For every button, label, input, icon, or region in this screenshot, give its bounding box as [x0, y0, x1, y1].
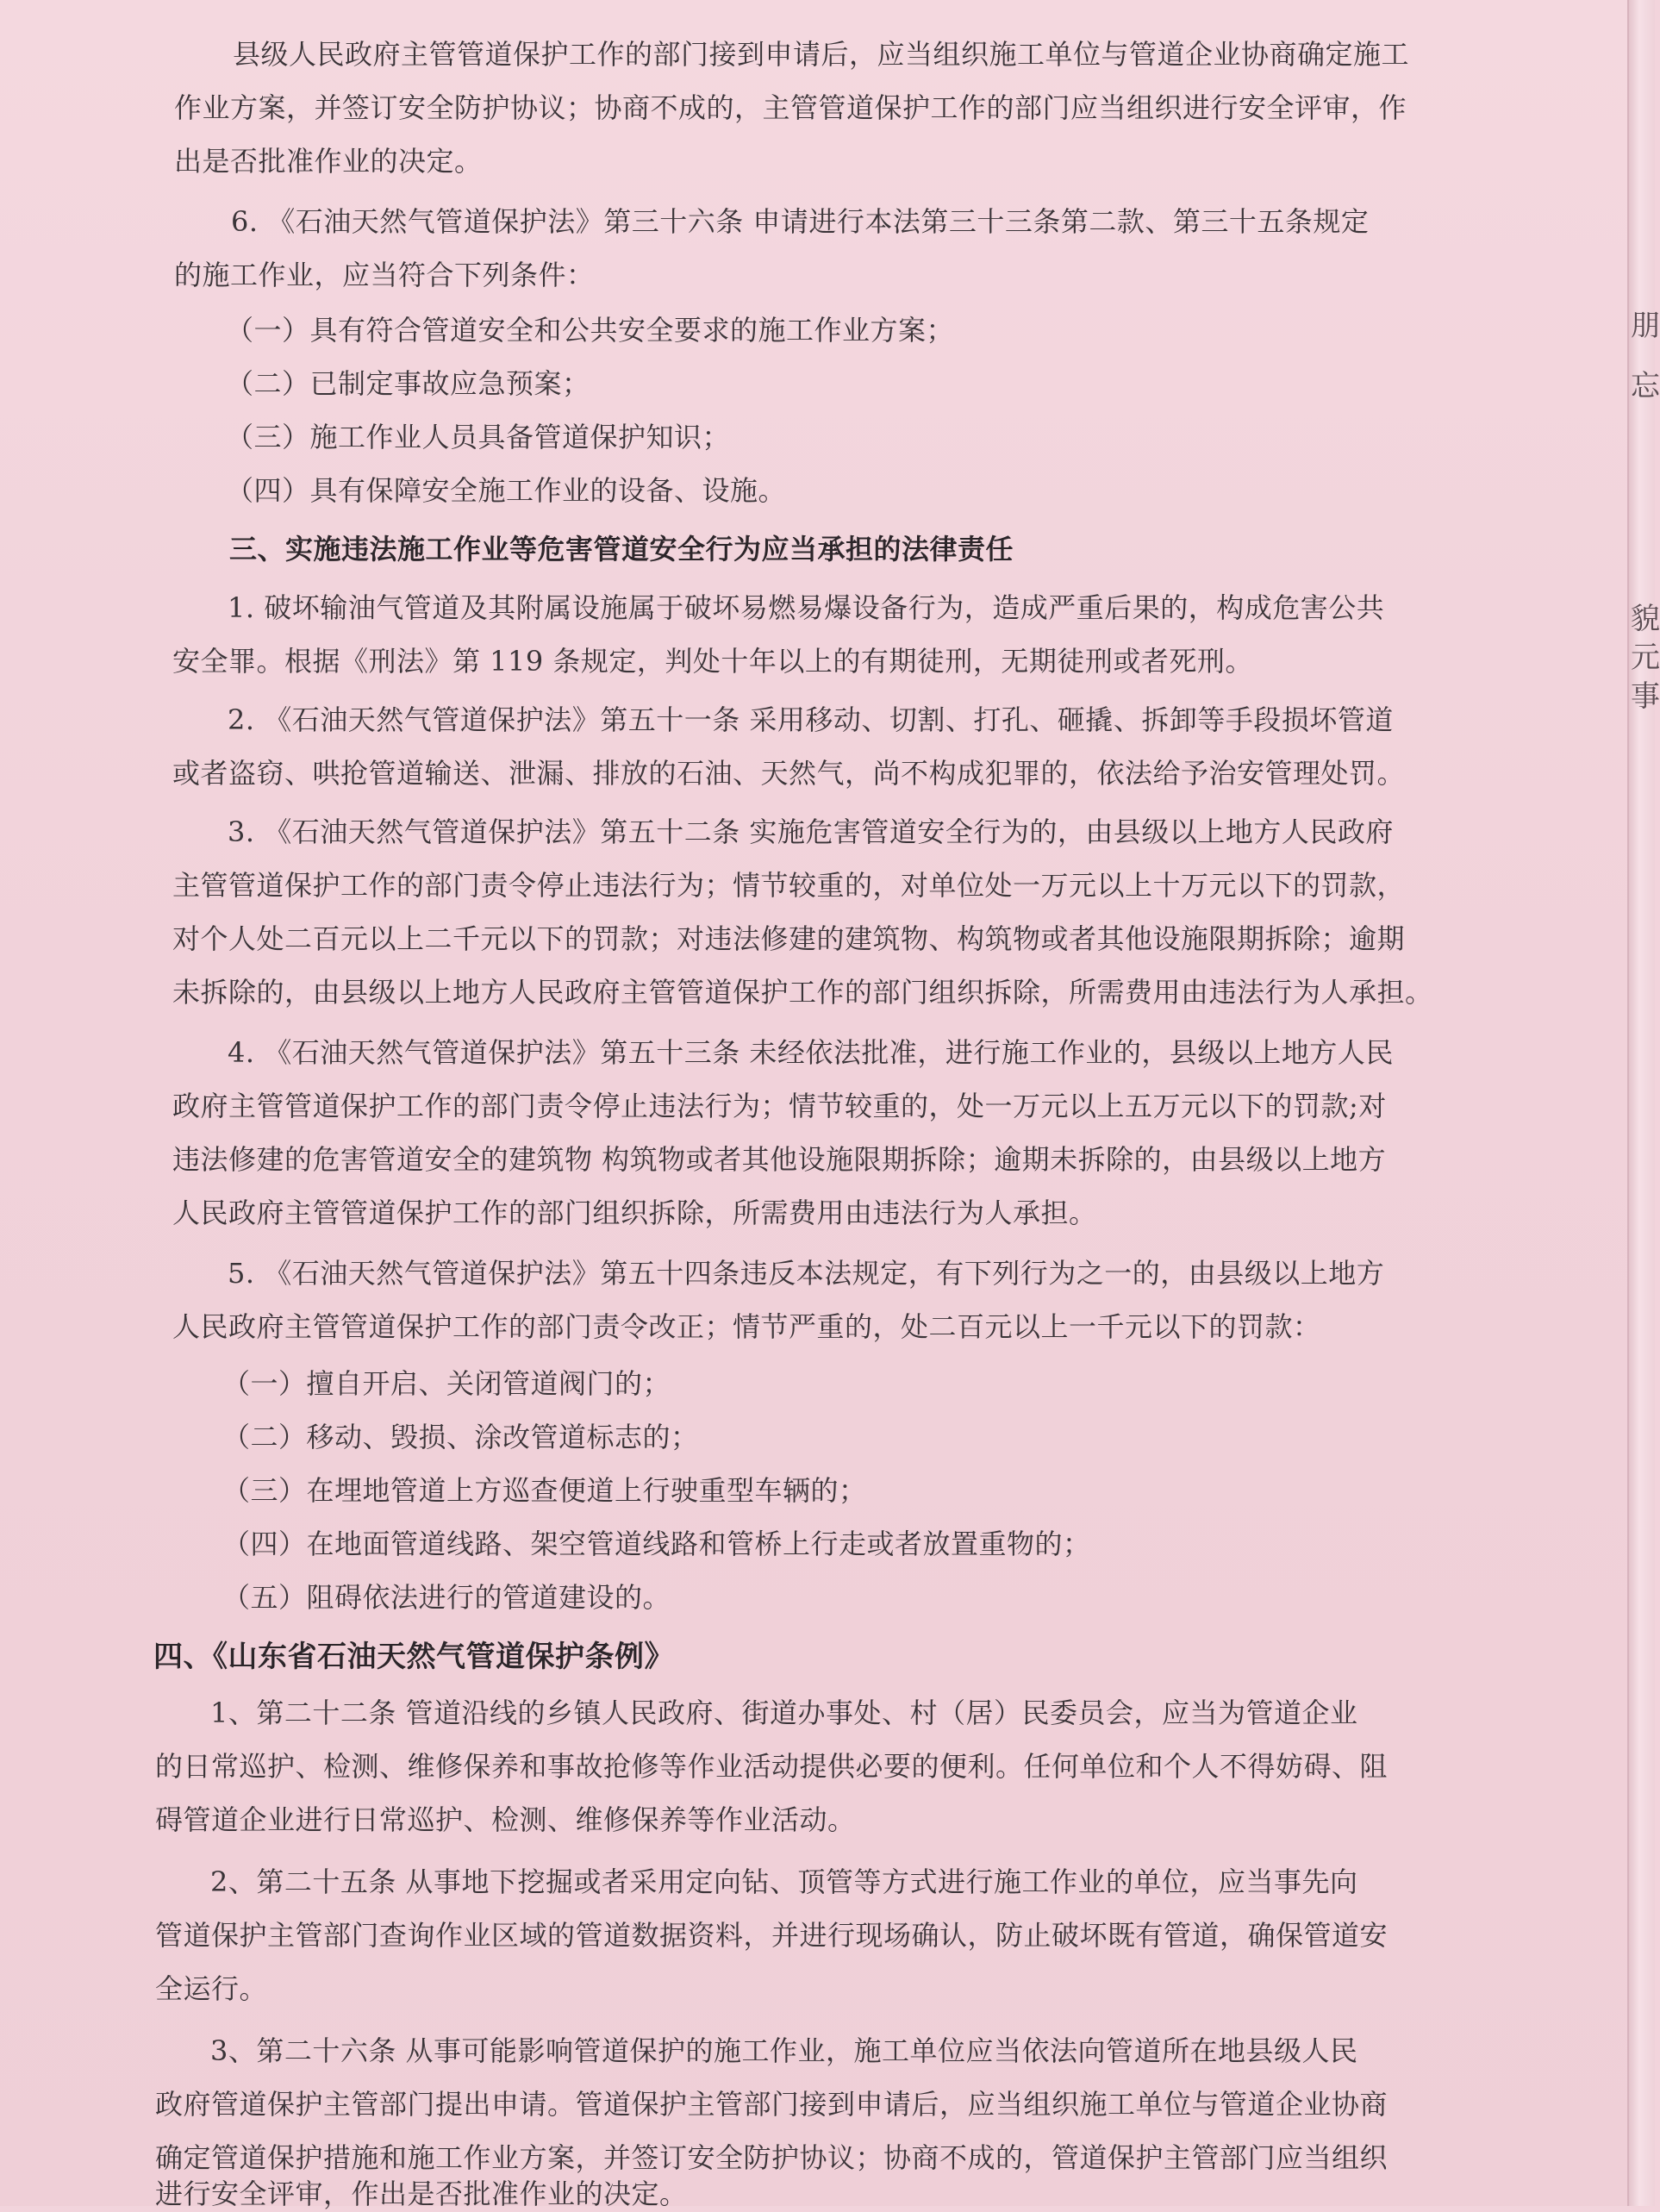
- text-line: 4. 《石油天然气管道保护法》第五十三条 未经依法批准，进行施工作业的，县级以上地方人民: [228, 1036, 1394, 1069]
- text-line: 出是否批准作业的决定。: [174, 145, 483, 178]
- list-item: （一）擅自开启、关闭管道阀门的；: [222, 1367, 671, 1400]
- text-line: 进行安全评审，作出是否批准作业的决定。: [155, 2178, 688, 2210]
- text-line: 或者盗窃、哄抢管道输送、泄漏、排放的石油、天然气，尚不构成犯罪的，依法给予治安管理处罚。: [172, 757, 1406, 790]
- list-item: （三）施工作业人员具备管道保护知识；: [226, 421, 731, 453]
- edge-glyph: 元: [1631, 640, 1660, 675]
- text-line: 对个人处二百元以上二千元以下的罚款；对违法修建的建筑物、构筑物或者其他设施限期拆除；逾期: [172, 922, 1406, 955]
- text-line: 6. 《石油天然气管道保护法》第三十六条 申请进行本法第三十三条第二款、第三十五条规定: [231, 205, 1370, 238]
- list-item: （四）在地面管道线路、架空管道线路和管桥上行走或者放置重物的；: [222, 1528, 1091, 1560]
- text-line: 1、第二十二条 管道沿线的乡镇人民政府、街道办事处、村（居）民委员会，应当为管道企业: [210, 1696, 1358, 1729]
- list-item: （二）已制定事故应急预案；: [226, 367, 590, 400]
- list-item: （四）具有保障安全施工作业的设备、设施。: [226, 474, 787, 507]
- text-line: 政府管道保护主管部门提出申请。管道保护主管部门接到申请后，应当组织施工单位与管道企业协商: [155, 2088, 1389, 2121]
- list-item: （五）阻碍依法进行的管道建设的。: [222, 1581, 671, 1614]
- edge-glyph: 朋: [1631, 309, 1660, 343]
- text-line: 管道保护主管部门查询作业区域的管道数据资料，并进行现场确认，防止破坏既有管道，确保管道安: [155, 1919, 1389, 1952]
- list-item: （一）具有符合管道安全和公共安全要求的施工作业方案；: [226, 314, 955, 347]
- text-line: 3、第二十六条 从事可能影响管道保护的施工作业，施工单位应当依法向管道所在地县级人民: [210, 2034, 1358, 2067]
- text-line: 人民政府主管管道保护工作的部门责令改正；情节严重的，处二百元以上一千元以下的罚款：: [172, 1310, 1321, 1343]
- text-line: 未拆除的，由县级以上地方人民政府主管管道保护工作的部门组织拆除，所需费用由违法行为人承担。: [172, 976, 1433, 1009]
- text-line: 的日常巡护、检测、维修保养和事故抢修等作业活动提供必要的便利。任何单位和个人不得妨碍、阻: [155, 1750, 1389, 1783]
- edge-glyph: 事: [1631, 679, 1660, 714]
- text-line: 作业方案，并签订安全防护协议；协商不成的，主管管道保护工作的部门应当组织进行安全评审，作: [174, 91, 1407, 124]
- text-line: 碍管道企业进行日常巡护、检测、维修保养等作业活动。: [155, 1803, 856, 1836]
- text-line: 县级人民政府主管管道保护工作的部门接到申请后，应当组织施工单位与管道企业协商确定施工: [233, 38, 1410, 71]
- text-line: 政府主管管道保护工作的部门责令停止违法行为；情节较重的，处一万元以上五万元以下的罚款;对: [172, 1090, 1387, 1122]
- section-heading: 三、实施违法施工作业等危害管道安全行为应当承担的法律责任: [229, 533, 1014, 565]
- text-line: 2. 《石油天然气管道保护法》第五十一条 采用移动、切割、打孔、砸撬、拆卸等手段损坏管道: [228, 703, 1394, 736]
- text-line: 安全罪。根据《刑法》第 119 条规定，判处十年以上的有期徒刑，无期徒刑或者死刑。: [172, 645, 1253, 678]
- text-line: 2、第二十五条 从事地下挖掘或者采用定向钻、顶管等方式进行施工作业的单位，应当事先向: [210, 1865, 1358, 1898]
- text-line: 确定管道保护措施和施工作业方案，并签订安全防护协议；协商不成的，管道保护主管部门应当组织: [155, 2141, 1389, 2174]
- text-line: 违法修建的危害管道安全的建筑物 构筑物或者其他设施限期拆除；逾期未拆除的，由县级以上地方: [172, 1143, 1387, 1176]
- text-line: 5. 《石油天然气管道保护法》第五十四条违反本法规定，有下列行为之一的，由县级以上地方: [228, 1257, 1385, 1290]
- text-line: 1. 破坏输油气管道及其附属设施属于破坏易燃易爆设备行为，造成严重后果的，构成危害公共: [228, 591, 1385, 624]
- text-line: 全运行。: [155, 1972, 268, 2005]
- edge-glyph: 忘: [1631, 369, 1660, 403]
- text-line: 的施工作业，应当符合下列条件：: [174, 259, 595, 291]
- list-item: （二）移动、毁损、涂改管道标志的；: [222, 1421, 699, 1453]
- text-line: 3. 《石油天然气管道保护法》第五十二条 实施危害管道安全行为的，由县级以上地方人民政府: [228, 815, 1394, 848]
- section-heading: 四、《山东省石油天然气管道保护条例》: [153, 1640, 674, 1674]
- text-line: 人民政府主管管道保护工作的部门组织拆除，所需费用由违法行为人承担。: [172, 1197, 1097, 1229]
- adjacent-page-edge: [1627, 0, 1660, 2206]
- list-item: （三）在埋地管道上方巡查便道上行驶重型车辆的；: [222, 1474, 867, 1507]
- text-line: 主管管道保护工作的部门责令停止违法行为；情节较重的，对单位处一万元以上十万元以下的罚款，: [172, 869, 1406, 902]
- edge-glyph: 貌: [1631, 602, 1660, 636]
